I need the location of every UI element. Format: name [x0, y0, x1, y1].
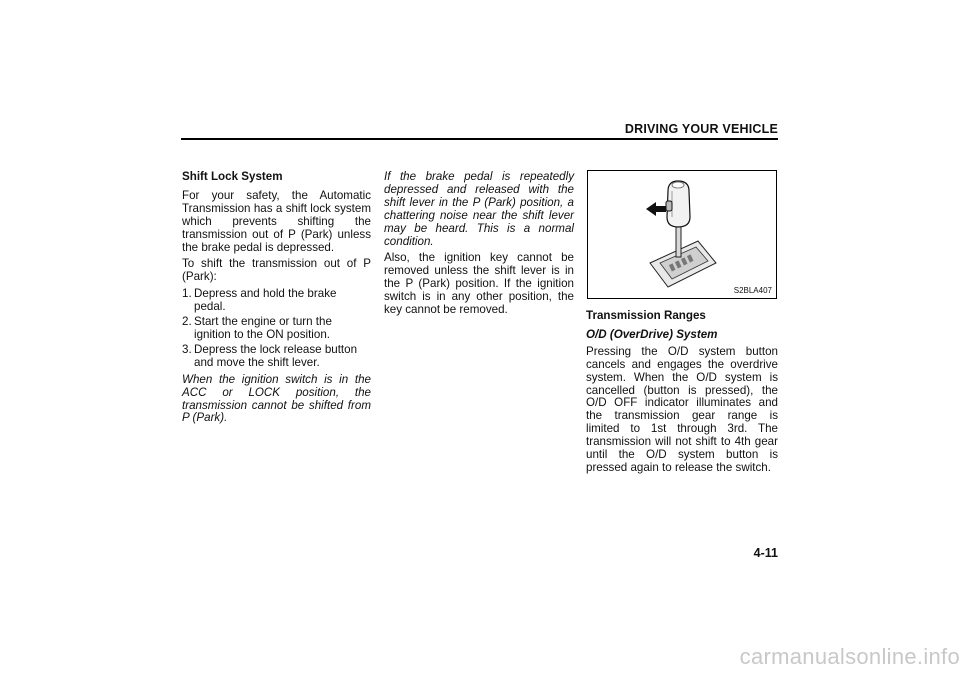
- list-item: [182, 344, 371, 370]
- shift-out-of-park-lead: To shift the transmission out of P (Park):: [182, 257, 371, 284]
- step-number: 3.: [182, 342, 192, 356]
- step-text: Depress and hold the brake pedal.: [194, 287, 337, 314]
- column-left: [182, 171, 371, 429]
- section-title: DRIVING YOUR VEHICLE: [624, 122, 778, 136]
- watermark: carmanualsonline.info: [739, 644, 960, 669]
- chattering-noise-note: If the brake pedal is repeatedly depressed and released with the shift lever in the P (Park) position, a chattering noise near the shift lever may be heard. This is a normal condition.: [384, 170, 574, 248]
- ignition-key-paragraph: Also, the ignition key cannot be removed unless the shift lever is in the P (Park) position. If the ignition switch is in any other position, the key cannot be removed.: [384, 251, 574, 317]
- overdrive-paragraph: Pressing the O/D system button cancels and engages the overdrive system. When the O/D system is cancelled (button is pressed), the O/D OFF indicator illuminates and the transmission gear range is limited to 1st through 3rd. The transmission will not shift to 4th gear until the O/D system button is pressed again to release the switch.: [586, 344, 778, 474]
- list-item: [182, 316, 371, 342]
- shift-lever-illustration-icon: [588, 171, 776, 298]
- transmission-ranges-heading: Transmission Ranges: [586, 309, 706, 322]
- shift-lever-figure: [587, 170, 777, 299]
- column-middle: [384, 171, 574, 321]
- page-number: 4-11: [753, 546, 778, 560]
- list-item: [182, 288, 371, 314]
- ignition-note: When the ignition switch is in the ACC or LOCK position, the transmission cannot be shifted from P (Park).: [182, 372, 371, 425]
- step-text: Depress the lock release button and move the shift lever.: [194, 342, 358, 369]
- step-text: Start the engine or turn the ignition to the ON position.: [194, 315, 332, 341]
- column-right: [586, 310, 778, 479]
- shift-lock-heading: Shift Lock System: [182, 170, 283, 183]
- step-number: 1.: [182, 287, 192, 301]
- step-number: 2.: [182, 315, 192, 329]
- header-divider: [181, 138, 778, 140]
- overdrive-subheading: O/D (OverDrive) System: [586, 327, 718, 341]
- figure-code: S2BLA407: [733, 286, 772, 295]
- shift-steps-list: [182, 288, 371, 369]
- shift-lock-intro: For your safety, the Automatic Transmission has a shift lock system which prevents shifting the transmission out of P (Park) unless the brake pedal is depressed.: [182, 188, 371, 254]
